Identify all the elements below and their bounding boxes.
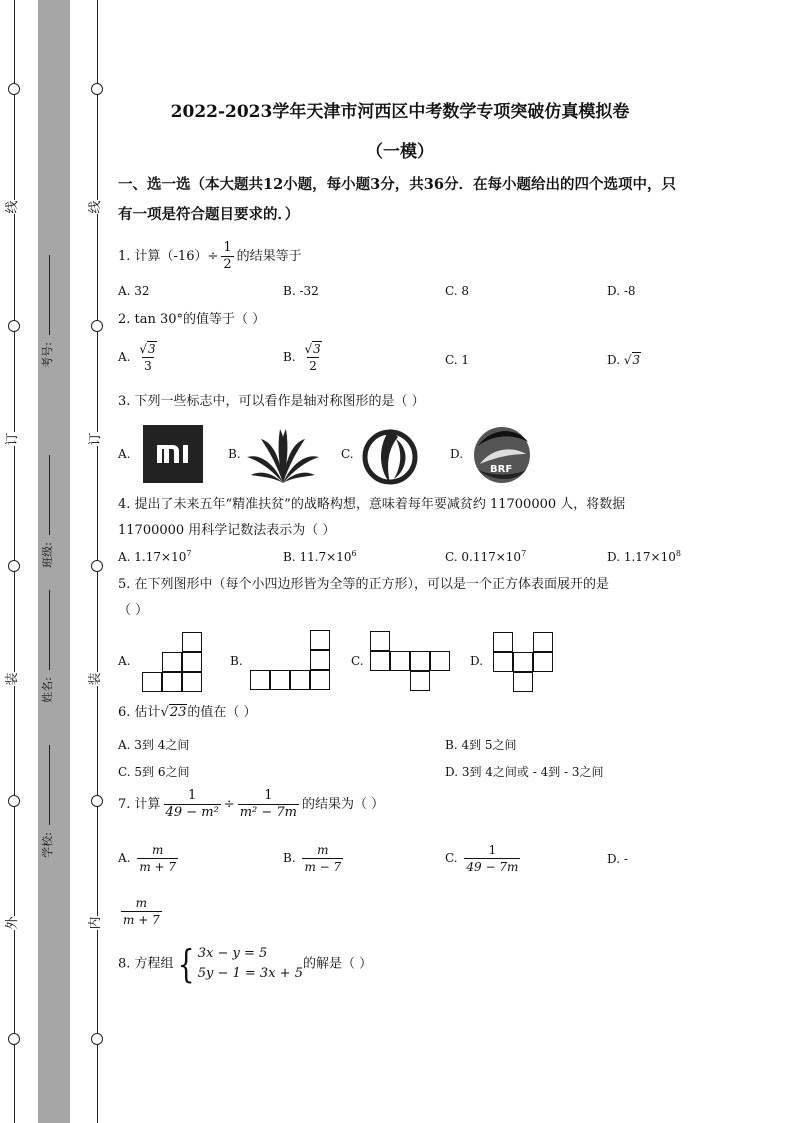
field-class[interactable] [40, 455, 68, 575]
field-name[interactable] [40, 590, 68, 710]
mi-logo-icon [143, 425, 203, 483]
option-c[interactable]: C. 1 [445, 353, 470, 367]
binding-char-outer: 订 [5, 432, 20, 446]
question-5-line2: （ ） [118, 603, 149, 618]
option-a[interactable]: A. $\frac{√3}{3}$ [118, 341, 162, 374]
swirl-logo-icon [360, 425, 420, 485]
option-d[interactable]: D. -8 [607, 284, 636, 298]
page-title: 2022-2023学年天津市河西区中考数学专项突破仿真模拟卷 [170, 102, 630, 122]
fraction: $\frac{1}{\text{49 − m²}}$ [165, 788, 219, 820]
page-subtitle: （一模） [366, 142, 434, 162]
option-c[interactable]: C. $0.117\times 10^7$ [445, 549, 527, 564]
binding-char-inner: 线 [88, 200, 103, 214]
option-c[interactable]: C. [341, 447, 354, 461]
option-b[interactable]: B. 4到 5之间 [445, 738, 517, 752]
fraction: $\frac{1}{2}$ [223, 240, 232, 272]
punch-hole [8, 795, 20, 807]
punch-hole [8, 560, 20, 572]
option-d[interactable]: D. $1.17\times 10^8$ [607, 549, 681, 564]
option-c[interactable]: C. 5到 6之间 [118, 765, 190, 779]
option-a[interactable]: A. $\frac{m}{m + 7}$ [118, 843, 177, 874]
punch-hole [91, 83, 103, 95]
option-d[interactable]: D. [450, 447, 464, 461]
punch-hole [8, 83, 20, 95]
option-d-fraction[interactable]: $\frac{m}{m + 7}$ [123, 896, 160, 927]
option-a[interactable]: A. [118, 447, 131, 461]
question-8: 8. 方程组{ 3x − y = 5 5y − 1 = 3x + 5的解是（ ） [118, 942, 373, 986]
punch-hole [91, 320, 103, 332]
option-b[interactable]: B. -32 [283, 284, 319, 298]
binding-char-outer: 线 [5, 200, 20, 214]
option-b[interactable]: B. $\frac{m}{m - 7}$ [283, 843, 342, 874]
question-3: 3. 下列一些标志中，可以看作是轴对称图形的是（ ） [118, 394, 425, 409]
fraction: $\frac{√3}{2}$ [304, 342, 321, 373]
option-a[interactable]: A. 3到 4之间 [118, 738, 190, 752]
punch-hole [8, 320, 20, 332]
option-c[interactable]: C. 8 [445, 284, 470, 298]
punch-hole [91, 1033, 103, 1045]
question-6: 6. 估计√23的值在（ ） [118, 705, 257, 720]
field-school[interactable] [40, 745, 68, 865]
option-b[interactable]: B. $11.7\times 10^6$ [283, 549, 357, 564]
option-a[interactable]: A. $1.17\times 10^7$ [118, 549, 192, 564]
brf-logo-icon [470, 424, 534, 486]
option-d[interactable]: D. - [607, 852, 628, 866]
question-5-line1: 5. 在下列图形中（每个小四边形皆为全等的正方形），可以是一个正方体表面展开的是 [118, 577, 610, 592]
field-label: 考号: [40, 342, 54, 368]
fraction: $\frac{√3}{3}$ [139, 342, 156, 373]
brf-logo-text: BRF [490, 464, 513, 475]
option-a[interactable]: A. 32 [118, 284, 150, 298]
option-c[interactable]: C. $\frac{1}{49 - 7m}$ [445, 843, 519, 874]
question-text: 1. 计算（-16）÷ [118, 249, 219, 264]
option-c[interactable]: C. [351, 654, 364, 668]
option-b[interactable]: B. [230, 654, 243, 668]
question-text: 的结果等于 [236, 249, 302, 264]
binding-char-outer: 外 [5, 916, 20, 930]
question-4-line1: 4. 提出了未来五年“精准扶贫”的战略构想，意味着每年要减贫约 11700000 人，将数据 [118, 497, 626, 512]
question-2: 2. tan 30°的值等于（ ） [118, 312, 266, 327]
huawei-logo-icon [243, 425, 323, 485]
option-a[interactable]: A. [118, 654, 131, 668]
question-4-line2: 11700000 用科学记数法表示为（ ） [118, 523, 336, 538]
binding-char-inner: 装 [88, 672, 103, 686]
fraction: $\frac{1}{\text{m² − 7m}}$ [239, 788, 297, 820]
option-d[interactable]: D. √3 [607, 353, 641, 367]
binding-char-inner: 内 [88, 916, 103, 930]
option-b[interactable]: B. $\frac{√3}{2}$ [283, 341, 327, 374]
question-1 [118, 240, 678, 273]
punch-hole [91, 795, 103, 807]
option-b[interactable]: B. [228, 447, 241, 461]
field-exam-number[interactable] [40, 255, 68, 375]
option-d[interactable]: D. 3到 4之间或 - 4到 - 3之间 [445, 765, 604, 779]
punch-hole [8, 1033, 20, 1045]
binding-char-outer: 装 [5, 672, 20, 686]
option-d[interactable]: D. [470, 654, 484, 668]
punch-hole [91, 560, 103, 572]
section-heading: 一、选一选（本大题共12小题，每小题3分，共36分．在每小题给出的四个选项中，只有一项是符合题目要求的．） [118, 176, 676, 223]
field-label: 班级: [40, 542, 54, 568]
question-7: 7. 计算 $\frac{1}{\text{49 − m²}}$ ÷ $\frac{1}{\text{m² − 7m}}$ 的结果为（ ） [118, 788, 385, 820]
field-label: 学校: [40, 832, 54, 858]
field-label: 姓名: [40, 677, 54, 703]
binding-char-inner: 订 [88, 432, 103, 446]
